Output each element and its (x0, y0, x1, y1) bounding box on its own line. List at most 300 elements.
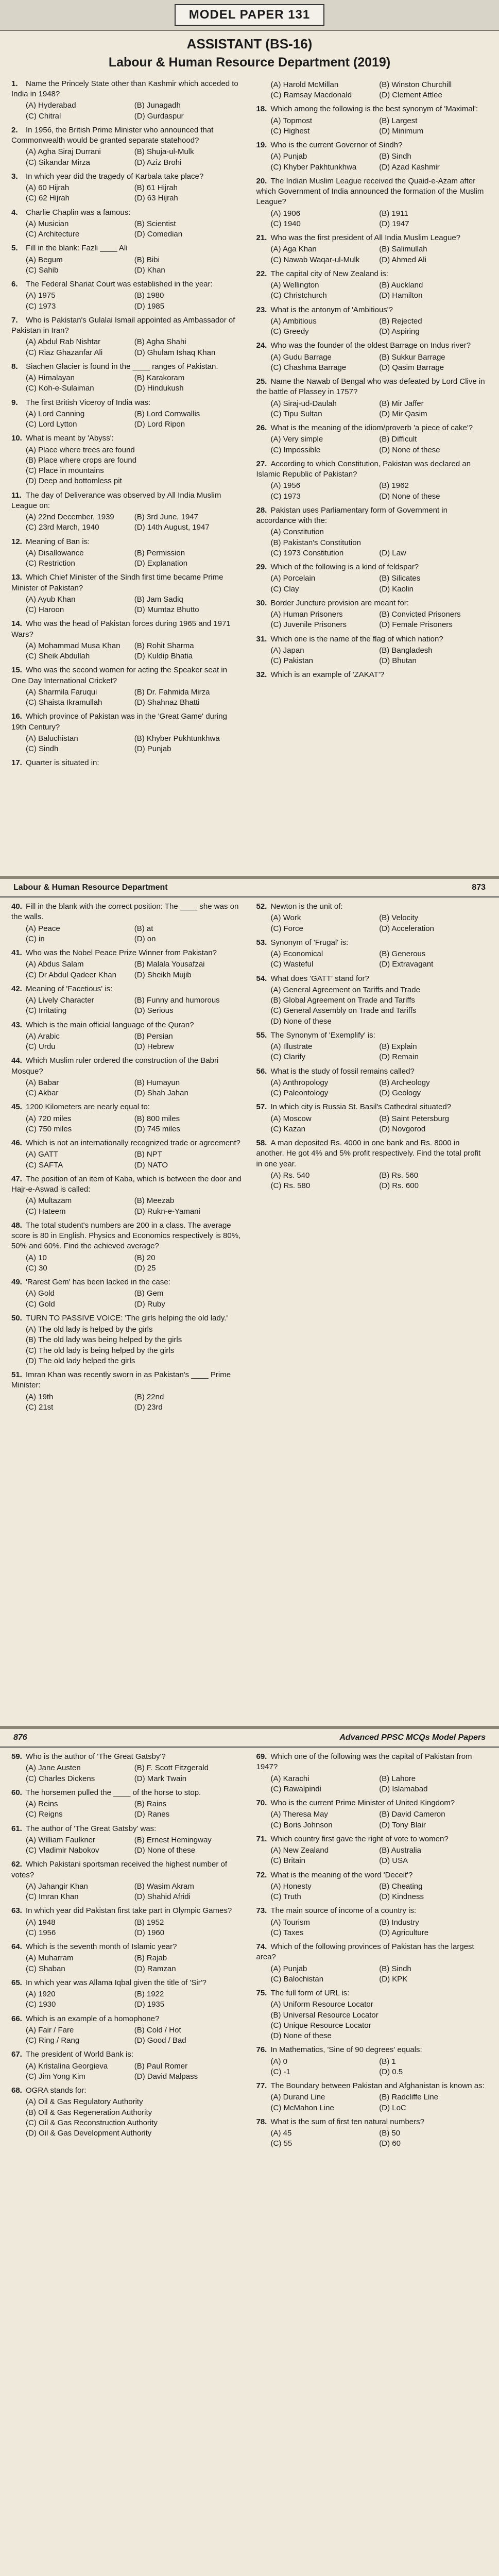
question-number: 67. (11, 2050, 22, 2059)
option: (C) 62 Hijrah (26, 194, 70, 203)
options (256, 2092, 488, 2113)
question-text: Who was the Nobel Peace Prize Winner from Pakistan? (26, 948, 217, 957)
option: (D) Mir Qasim (379, 409, 427, 418)
option: (D) Extravagant (379, 960, 434, 969)
option: (B) 1922 (134, 1990, 164, 1998)
option: (B) Archeology (379, 1078, 430, 1087)
question (11, 984, 243, 1016)
question-number: 18. (256, 105, 267, 114)
option: (D) None of these (379, 445, 440, 454)
option: (B) Rs. 560 (379, 1171, 419, 1180)
options (256, 116, 488, 137)
question-text: Who was the head of Pakistan forces during 1965 and 1971 Wars? (11, 619, 231, 639)
paper-header (0, 0, 499, 31)
question-text: Quarter is situated in: (26, 758, 99, 768)
options (11, 1799, 243, 1820)
options (256, 913, 488, 934)
option: (B) Humayun (134, 1078, 180, 1087)
question (11, 572, 243, 615)
option: (B) Malala Yousafzai (134, 960, 205, 969)
option: (A) Agha Siraj Durrani (26, 147, 101, 157)
question (256, 80, 488, 101)
question-number: 60. (11, 1788, 22, 1797)
option: (B) Rains (134, 1800, 167, 1808)
options (11, 995, 243, 1016)
question (11, 79, 243, 122)
option: (D) Aziz Brohi (134, 158, 182, 167)
options (11, 147, 243, 168)
option: (A) Human Prisoners (270, 610, 343, 619)
options (256, 1774, 488, 1795)
question (256, 269, 488, 301)
option: (C) 1973 Constitution (270, 548, 344, 557)
option: (A) Japan (270, 646, 304, 655)
option: (A) Jahangir Khan (26, 1882, 88, 1891)
question (256, 305, 488, 337)
option: (C) Boris Johnson (270, 1820, 333, 1829)
question-number: 46. (11, 1139, 22, 1147)
option: (B) 1980 (134, 291, 164, 300)
question (256, 1102, 488, 1134)
option: (B) 61 Hijrah (134, 183, 178, 193)
question (11, 1056, 243, 1098)
question-text: The day of Deliverance was observed by All India Muslim League on: (11, 490, 221, 510)
question (11, 1313, 243, 1366)
page-2-right-column (256, 902, 488, 1416)
question-text: What is the meaning of the word 'Deceit'? (270, 1870, 413, 1879)
option: (A) Oil & Gas Regulatory Authority (26, 2097, 143, 2107)
options (256, 1845, 488, 1867)
question (11, 490, 243, 533)
running-head-page-number: 873 (472, 883, 486, 892)
question-number: 44. (11, 1056, 22, 1065)
option: (D) Good / Bad (134, 2036, 186, 2045)
question-text: Who is the current Governor of Sindh? (270, 141, 403, 150)
option: (C) Wasteful (270, 960, 314, 969)
question-text: Imran Khan was recently sworn in as Pakistan's ____ Prime Minister: (11, 1370, 231, 1390)
option: (D) 0.5 (379, 2067, 403, 2076)
option: (B) Universal Resource Locator (270, 2010, 378, 2020)
question-text: The full form of URL is: (270, 1989, 350, 1997)
question-number: 32. (256, 670, 267, 680)
question-number: 40. (11, 902, 22, 911)
option: (A) Begum (26, 255, 63, 264)
options (11, 219, 243, 240)
option: (A) Musician (26, 219, 69, 228)
option: (B) Cold / Hot (134, 2025, 181, 2035)
option: (B) Salimullah (379, 245, 427, 254)
option: (D) 14th August, 1947 (134, 523, 210, 532)
page-2-left-column (11, 902, 243, 1416)
question-text: Which among the following is the best synonym of 'Maximal': (270, 105, 478, 114)
option: (D) Ruby (134, 1299, 165, 1309)
option: (A) Ayub Khan (26, 595, 76, 604)
options (11, 1031, 243, 1053)
option: (C) 750 miles (26, 1124, 72, 1133)
question-number: 15. (11, 666, 22, 675)
running-head-3 (0, 1729, 499, 1748)
option: (C) Pakistan (270, 656, 314, 666)
option: (B) Largest (379, 116, 418, 125)
question-number: 58. (256, 1139, 267, 1147)
option: (B) 1962 (379, 481, 409, 490)
option: (B) Silicates (379, 574, 421, 583)
option: (B) Australia (379, 1846, 421, 1855)
question (11, 1370, 243, 1413)
option: (B) NPT (134, 1150, 162, 1159)
option: (C) Charles Dickens (26, 1774, 95, 1783)
question (256, 1798, 488, 1831)
option: (D) 1935 (134, 2000, 165, 2009)
options (11, 687, 243, 708)
question-number: 78. (256, 2117, 267, 2126)
question (11, 208, 243, 240)
option: (C) Vladimir Nabokov (26, 1846, 99, 1855)
options (11, 445, 243, 487)
question (11, 172, 243, 204)
option: (A) Hyderabad (26, 101, 76, 110)
options (256, 481, 488, 502)
options (256, 280, 488, 301)
options (256, 1114, 488, 1135)
options (11, 1763, 243, 1784)
options (11, 1882, 243, 1903)
option: (C) Impossible (270, 445, 321, 454)
question-text: The Indian Muslim League received the Quaid-e-Azam after which Government of India announced the formation of the Muslim League? (256, 176, 484, 207)
question-text: Which Pakistani sportsman received the highest number of votes? (11, 1860, 228, 1879)
options (256, 352, 488, 374)
options (256, 646, 488, 667)
question-number: 9. (11, 398, 18, 407)
options (256, 1078, 488, 1099)
option: (D) Qasim Barrage (379, 363, 444, 372)
question (256, 1138, 488, 1191)
option: (B) Industry (379, 1918, 419, 1927)
option: (D) Lord Ripon (134, 420, 185, 429)
question (256, 2045, 488, 2077)
option: (A) Very simple (270, 435, 323, 444)
question (11, 433, 243, 486)
question-number: 7. (11, 315, 18, 325)
options (11, 1392, 243, 1413)
option: (D) Comedian (134, 230, 183, 239)
option: (C) Balochistan (270, 1974, 324, 1984)
option: (B) Convicted Prisoners (379, 610, 461, 619)
options (11, 1918, 243, 1939)
page-3 (0, 1726, 499, 2576)
question-text: The first British Viceroy of India was: (26, 398, 151, 407)
option: (D) Agriculture (379, 1928, 429, 1937)
option: (A) General Agreement on Tariffs and Trade (270, 985, 420, 994)
question (256, 938, 488, 970)
option: (B) at (134, 924, 153, 933)
option: (C) 23rd March, 1940 (26, 523, 99, 532)
option: (D) Mark Twain (134, 1774, 187, 1783)
question-text: Which is an example of 'ZAKAT'? (270, 670, 385, 680)
option: (B) Mir Jaffer (379, 399, 424, 408)
option: (A) Gudu Barrage (270, 352, 332, 362)
question-text: Which country first gave the right of vote to women? (270, 1834, 449, 1843)
option: (C) Khyber Pakhtunkhwa (270, 162, 357, 172)
option: (C) Imran Khan (26, 1892, 79, 1901)
option: (C) Taxes (270, 1928, 304, 1937)
option: (D) Shah Jahan (134, 1089, 188, 1097)
question-text: Name the Princely State other than Kashmir which acceded to India in 1948? (11, 79, 238, 99)
question-number: 24. (256, 341, 267, 350)
option: (A) 10 (26, 1253, 47, 1262)
option: (A) Topmost (270, 116, 313, 125)
option: (C) Sindh (26, 744, 59, 754)
option: (A) Place where trees are found (26, 445, 135, 454)
question-text: According to which Constitution, Pakistan was declared an Islamic Republic of Pakistan? (256, 459, 471, 479)
option: (A) Mohammad Musa Khan (26, 641, 121, 650)
option: (A) Constitution (270, 528, 324, 537)
option: (D) Ghulam Ishaq Khan (134, 348, 216, 357)
question-text: The horsemen pulled the ____ of the horse to stop. (26, 1788, 201, 1797)
option: (A) Abdul Rab Nishtar (26, 337, 101, 347)
option: (B) Explain (379, 1042, 417, 1051)
options (256, 985, 488, 1027)
option: (D) Shahnaz Bhatti (134, 698, 200, 707)
question (11, 619, 243, 662)
option: (B) Generous (379, 950, 426, 958)
option: (D) 745 miles (134, 1124, 180, 1133)
options (256, 209, 488, 230)
options (11, 734, 243, 755)
question-text: Which is the main official language of the Quran? (26, 1020, 194, 1029)
question (256, 670, 488, 680)
question-number: 4. (11, 208, 18, 217)
question-number: 11. (11, 490, 22, 500)
question (256, 423, 488, 455)
option: (A) GATT (26, 1150, 59, 1159)
option: (C) Paleontology (270, 1089, 329, 1097)
option: (C) 1973 (270, 492, 301, 501)
question-number: 73. (256, 1906, 267, 1916)
option: (A) Arabic (26, 1031, 60, 1041)
options (256, 399, 488, 420)
option: (B) Jam Sadiq (134, 595, 183, 604)
option: (C) SAFTA (26, 1160, 63, 1170)
option: (C) Britain (270, 1856, 306, 1866)
question-number: 72. (256, 1870, 267, 1879)
option: (D) Bhutan (379, 656, 417, 666)
option: (A) Moscow (270, 1114, 312, 1123)
option: (C) Koh-e-Sulaiman (26, 384, 94, 393)
option: (B) Funny and humorous (134, 996, 220, 1005)
option: (B) Saint Petersburg (379, 1114, 450, 1123)
option: (B) Radcliffe Line (379, 2093, 439, 2102)
question (256, 1030, 488, 1063)
option: (D) Novgorod (379, 1124, 426, 1133)
question-number: 75. (256, 1989, 267, 1997)
question (256, 598, 488, 631)
question-number: 77. (256, 2081, 267, 2090)
options (256, 609, 488, 631)
question-text: TURN TO PASSIVE VOICE: 'The girls helping the old lady.' (26, 1313, 228, 1323)
question-number: 62. (11, 1860, 22, 1869)
options (11, 2097, 243, 2139)
question (11, 1752, 243, 1784)
question-number: 59. (11, 1752, 22, 1761)
option: (C) 1940 (270, 219, 301, 228)
option: (D) Kaolin (379, 584, 414, 594)
option: (A) Anthropology (270, 1078, 329, 1087)
option: (A) Illustrate (270, 1042, 313, 1051)
option: (C) 1956 (26, 1928, 56, 1937)
option: (B) 1 (379, 2057, 396, 2066)
question (11, 1788, 243, 1820)
option: (C) Christchurch (270, 291, 327, 300)
question-number: 8. (11, 362, 18, 371)
option: (B) The old lady was being helped by the girls (26, 1335, 182, 1345)
question-text: 1200 Kilometers are nearly equal to: (26, 1103, 150, 1112)
question-number: 23. (256, 305, 267, 314)
option: (B) Oil & Gas Regeneration Authority (26, 2108, 152, 2117)
question (256, 1870, 488, 1903)
question-text: What is the study of fossil remains called? (270, 1066, 415, 1076)
question-text: The Synonym of 'Exemplify' is: (270, 1030, 375, 1040)
option: (D) The old lady helped the girls (26, 1356, 135, 1365)
option: (A) William Faulkner (26, 1835, 96, 1844)
question (256, 1752, 488, 1794)
option: (B) Meezab (134, 1196, 175, 1206)
option: (A) Babar (26, 1078, 59, 1087)
question (11, 665, 243, 708)
option: (D) Explanation (134, 559, 188, 568)
option: (C) Clay (270, 584, 299, 594)
question-number: 74. (256, 1942, 267, 1951)
question-text: Who is the author of 'The Great Gatsby'? (26, 1752, 166, 1761)
option: (A) Punjab (270, 152, 307, 161)
question-text: In Mathematics, 'Sine of 90 degrees' equals: (270, 2045, 422, 2055)
option: (C) Haroon (26, 605, 64, 615)
option: (C) Place in mountains (26, 466, 104, 476)
question-number: 42. (11, 984, 22, 993)
option: (D) Rukn-e-Yamani (134, 1207, 200, 1216)
option: (B) Gem (134, 1289, 164, 1298)
option: (A) 22nd December, 1939 (26, 513, 114, 522)
question-number: 56. (256, 1066, 267, 1076)
question (11, 537, 243, 569)
options (11, 2061, 243, 2082)
option: (D) Ahmed Ali (379, 255, 426, 264)
question-text: Border Juncture provision are meant for: (270, 598, 409, 607)
option: (D) Hindukush (134, 384, 184, 393)
option: (A) Kristalina Georgieva (26, 2061, 108, 2071)
option: (A) The old lady is helped by the girls (26, 1325, 153, 1334)
question-text: Meaning of 'Facetious' is: (26, 984, 113, 993)
option: (D) Acceleration (379, 924, 434, 933)
question (11, 2086, 243, 2139)
option: (C) McMahon Line (270, 2103, 334, 2112)
options (11, 1953, 243, 1974)
option: (D) Geology (379, 1089, 421, 1097)
option: (B) F. Scott Fitzgerald (134, 1764, 209, 1773)
question (11, 1174, 243, 1217)
option: (A) Jane Austen (26, 1764, 81, 1773)
options (11, 924, 243, 945)
question-number: 6. (11, 280, 18, 289)
option: (C) 30 (26, 1263, 47, 1273)
question (11, 1102, 243, 1134)
question-text: Fill in the blank: Fazli ____ Ali (26, 244, 128, 253)
question-number: 45. (11, 1103, 22, 1112)
option: (A) 19th (26, 1392, 54, 1401)
question-text: Which is an example of a homophone? (26, 2014, 160, 2023)
question-text: Who is Pakistan's Gulalai Ismail appointed as Ambassador of Pakistan in Iran? (11, 315, 235, 335)
question-text: In which year was Allama Iqbal given the title of 'Sir'? (26, 1978, 207, 1987)
question (11, 243, 243, 276)
option: (B) Junagadh (134, 101, 181, 110)
page-1-right-column (256, 79, 488, 772)
option: (C) Greedy (270, 327, 309, 336)
option: (D) Oil & Gas Development Authority (26, 2129, 152, 2138)
option: (B) Place where crops are found (26, 455, 137, 465)
option: (D) LoC (379, 2103, 406, 2112)
option: (D) 60 (379, 2139, 401, 2148)
options (256, 434, 488, 455)
options (11, 183, 243, 204)
option: (D) Punjab (134, 744, 171, 754)
option: (B) Dr. Fahmida Mirza (134, 687, 210, 697)
option: (D) None of these (379, 492, 440, 501)
question-text: Who was the founder of the oldest Barrage on Indus river? (270, 341, 471, 350)
option: (C) Unique Resource Locator (270, 2021, 371, 2030)
page-2-columns (0, 897, 499, 1416)
options (11, 291, 243, 312)
option: (A) Aga Khan (270, 245, 317, 254)
paper-title: ASSISTANT (BS-16) (186, 36, 313, 52)
question (11, 1824, 243, 1856)
option: (D) Khan (134, 265, 165, 275)
option: (B) Global Agreement on Trade and Tariffs (270, 996, 415, 1005)
question (256, 176, 488, 229)
question-text: Which Muslim ruler ordered the construction of the Babri Mosque? (11, 1056, 219, 1076)
options (11, 1289, 243, 1310)
question-number: 63. (11, 1906, 22, 1916)
options (256, 1882, 488, 1903)
option: (A) 1920 (26, 1990, 56, 1998)
option: (C) Jim Yong Kim (26, 2072, 85, 2081)
question-number: 12. (11, 537, 22, 546)
question (11, 315, 243, 358)
question (256, 140, 488, 173)
option: (D) Sheikh Mujib (134, 970, 192, 979)
option: (D) None of these (270, 2031, 332, 2040)
question-text: Which one of the following was the capital of Pakistan from 1947? (256, 1752, 472, 1772)
option: (A) Punjab (270, 1964, 307, 1973)
question-text: What is the sum of first ten natural numbers? (270, 2117, 424, 2126)
question-text: The Federal Shariat Court was established in the year: (26, 280, 213, 289)
option: (D) Shahid Afridi (134, 1892, 191, 1901)
question (256, 902, 488, 934)
option: (A) Gold (26, 1289, 55, 1298)
option: (B) 3rd June, 1947 (134, 513, 198, 522)
options (256, 1918, 488, 1939)
option: (B) Rejected (379, 316, 422, 326)
option: (B) Persian (134, 1031, 173, 1041)
question-number: 41. (11, 948, 22, 957)
option: (C) Dr Abdul Qadeer Khan (26, 970, 116, 979)
option: (D) Azad Kashmir (379, 162, 440, 172)
paper-number: MODEL PAPER 131 (175, 4, 325, 26)
option: (D) Gurdaspur (134, 111, 184, 121)
question-number: 68. (11, 2086, 22, 2095)
option: (B) 1911 (379, 209, 408, 218)
option: (C) Ramsay Macdonald (270, 91, 352, 100)
option: (C) General Assembly on Trade and Tariffs (270, 1006, 417, 1015)
